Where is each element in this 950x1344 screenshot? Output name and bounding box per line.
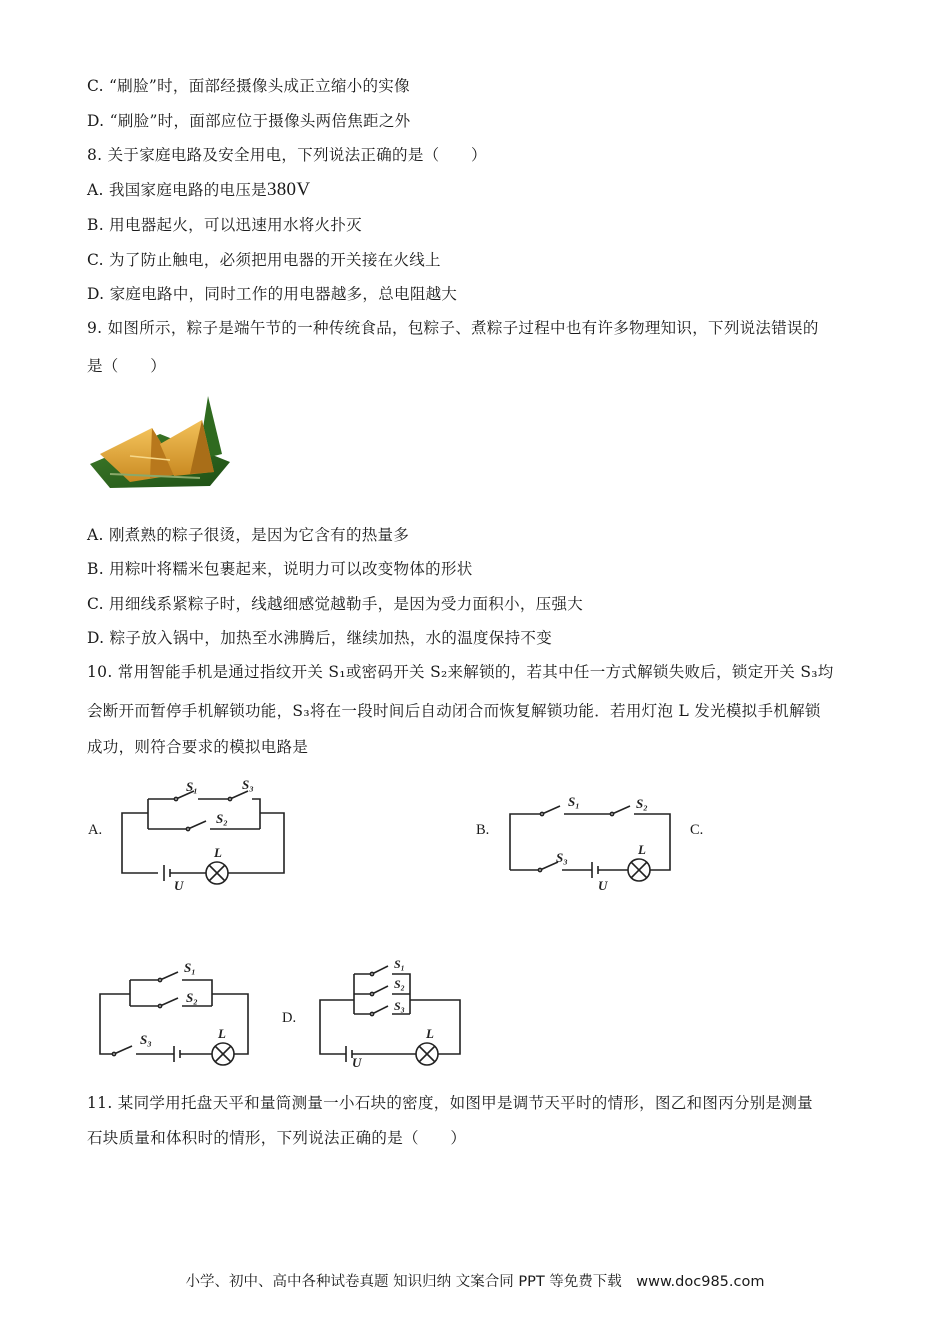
q10-stem-line1: 10. 常用智能手机是通过指纹开关 S₁或密码开关 S₂来解锁的，若其中任一方式解锁失败后，锁定开关 S₃均 (87, 663, 834, 681)
q10-stem-line3: 成功，则符合要求的模拟电路是 (87, 738, 309, 756)
q9-option-b: B. 用粽叶将糯米包裹起来，说明力可以改变物体的形状 (87, 560, 473, 578)
circuit-d-s2-label: S₂ (394, 977, 405, 991)
q10-option-c-label: C. (690, 822, 704, 838)
q11-stem-line2: 石块质量和体积时的情形，下列说法正确的是（ ） (87, 1129, 467, 1147)
q8-voltage: 380V (266, 179, 311, 200)
q9-stem-line1: 9. 如图所示，粽子是端午节的一种传统食品，包粽子、煮粽子过程中也有许多物理知识，下列说法错误的 (87, 319, 819, 337)
circuit-b-s3-label: S₃ (556, 850, 568, 865)
circuit-a-s2-label: S₂ (216, 811, 228, 826)
circuit-b-s2-label: S₂ (636, 796, 648, 811)
circuit-c-s3-label: S₃ (140, 1032, 152, 1047)
q10-option-a-label: A. (88, 822, 103, 838)
circuit-b-s1-label: S₁ (568, 794, 580, 809)
q8-option-d: D. 家庭电路中，同时工作的用电器越多，总电阻越大 (87, 285, 458, 303)
q8-option-c: C. 为了防止触电，必须把用电器的开关接在火线上 (87, 251, 441, 269)
q9-option-c: C. 用细线系紧粽子时，线越细感觉越勒手，是因为受力面积小，压强大 (87, 595, 584, 613)
circuit-b (500, 788, 680, 894)
q7-option-c: C. “刷脸”时，面部经摄像头成正立缩小的实像 (87, 77, 410, 95)
q8-option-b: B. 用电器起火，可以迅速用水将火扑灭 (87, 216, 362, 234)
q9-option-d: D. 粽子放入锅中，加热至水沸腾后，继续加热，水的温度保持不变 (87, 629, 553, 647)
circuit-d-s1-label: S₁ (394, 957, 405, 971)
q10-stem-line2: 会断开而暂停手机解锁功能，S₃将在一段时间后自动闭合而恢复解锁功能．若用灯泡 L 发光模拟手机解锁 (87, 702, 821, 720)
q8-option-a-text: A. 我国家庭电路的电压是 (87, 181, 267, 199)
circuit-d-lamp-label: L (426, 1026, 434, 1041)
circuit-b-source-label: U (598, 878, 608, 893)
circuit-a-source-label: U (174, 878, 184, 893)
circuit-a (118, 773, 290, 893)
circuit-c-lamp-label: L (218, 1026, 226, 1041)
circuit-a-s1-label: S₁ (186, 779, 198, 794)
circuit-d (312, 954, 472, 1068)
q10-option-d-label: D. (282, 1010, 297, 1026)
zongzi-image (90, 394, 230, 492)
q11-stem-line1: 11. 某同学用托盘天平和量筒测量一小石块的密度，如图甲是调节天平时的情形，图乙和图丙分别是测量 (87, 1094, 813, 1112)
circuit-c-s1-label: S₁ (184, 960, 196, 975)
circuit-c-s2-label: S₂ (186, 990, 198, 1005)
q9-option-a: A. 刚煮熟的粽子很烫，是因为它含有的热量多 (87, 526, 410, 544)
circuit-d-source-label: U (352, 1055, 362, 1068)
q7-option-d: D. “刷脸”时，面部应位于摄像头两倍焦距之外 (87, 112, 411, 130)
q10-option-b-label: B. (476, 822, 490, 838)
page-footer: 小学、初中、高中各种试卷真题 知识归纳 文案合同 PPT 等免费下载 www.doc985.com (185, 1274, 765, 1290)
q9-stem-line2: 是（ ） (87, 357, 167, 375)
circuit-b-lamp-label: L (638, 842, 646, 857)
q8-stem: 8. 关于家庭电路及安全用电，下列说法正确的是（ ） (87, 146, 487, 164)
circuit-c (94, 958, 264, 1066)
circuit-d-s3-label: S₃ (394, 999, 405, 1013)
circuit-a-s3-label: S₃ (242, 777, 254, 792)
q8-option-a (87, 180, 310, 200)
circuit-a-lamp-label: L (214, 845, 222, 860)
